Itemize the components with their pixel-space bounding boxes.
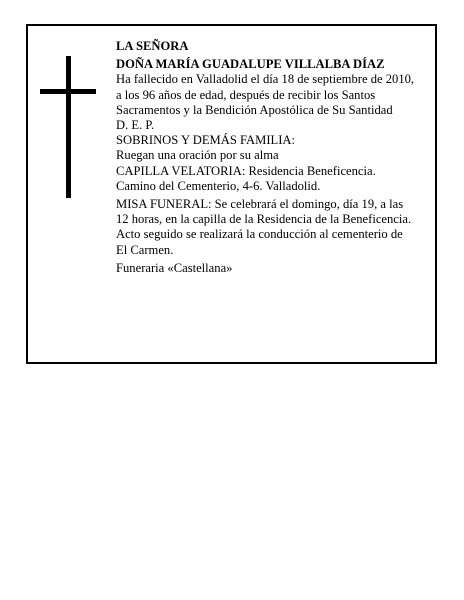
prayer-request: Ruegan una oración por su alma	[116, 148, 279, 163]
funeral-home: Funeraria «Castellana»	[116, 260, 233, 275]
death-announcement: Ha fallecido en Valladolid el día 18 de septiembre de 2010, a los 96 años de edad, después de recibir los Santos Sacramentos y la Bendición Apostólica de Su Santidad	[116, 72, 415, 117]
notice-text	[116, 39, 416, 276]
family-heading: SOBRINOS Y DEMÁS FAMILIA:	[116, 133, 296, 148]
rest-in-peace-abbreviation: D. E. P.	[116, 118, 155, 133]
funeral-mass-information: MISA FUNERAL: Se celebrará el domingo, día 19, a las 12 horas, en la capilla de la Residencia de la Beneficencia. Acto seguido se realizará la conducción al cementerio de El Carmen.	[116, 197, 412, 257]
cross-vertical-bar	[66, 56, 71, 198]
cross-horizontal-bar	[40, 89, 96, 94]
cross-icon	[40, 56, 96, 198]
obituary-notice	[26, 24, 437, 364]
notice-title: LA SEÑORA	[116, 39, 189, 53]
chapel-information: CAPILLA VELATORIA: Residencia Beneficencia. Camino del Cementerio, 4-6. Valladolid.	[116, 163, 376, 193]
deceased-name: DOÑA MARÍA GUADALUPE VILLALBA DÍAZ	[116, 57, 385, 72]
